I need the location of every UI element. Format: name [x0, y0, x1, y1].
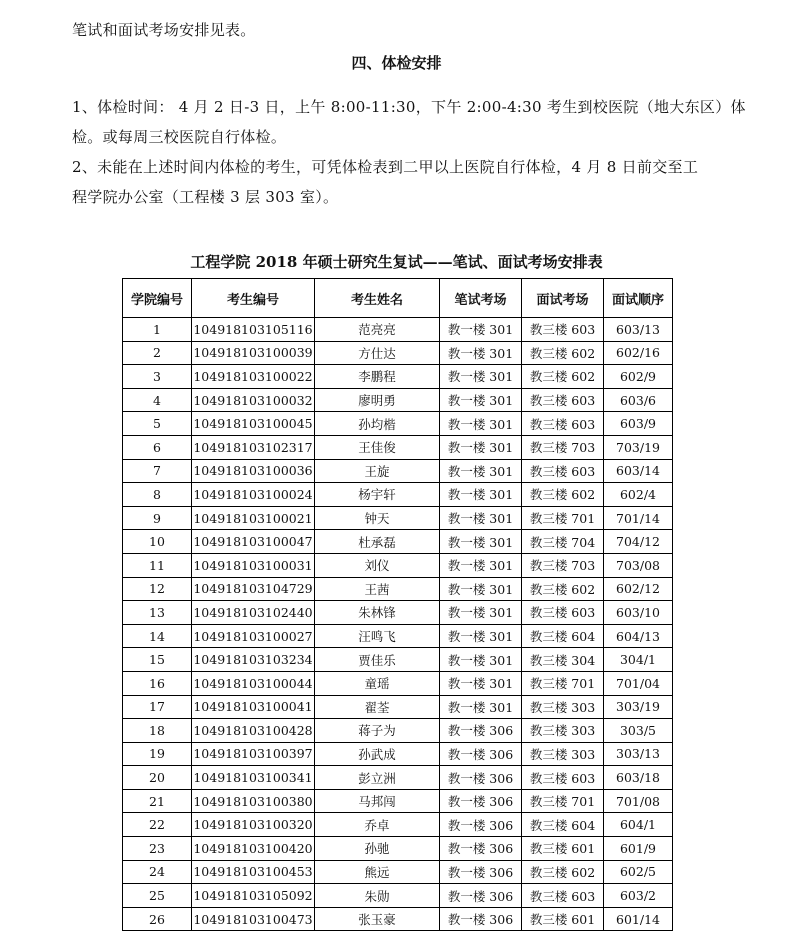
written-exam-room-cell: 教一楼 301: [440, 695, 522, 719]
candidate-name-cell: 朱勋: [315, 884, 440, 908]
interview-room-cell: 教三楼 603: [522, 412, 604, 436]
table-row: [123, 459, 673, 483]
interview-room-cell: 教三楼 602: [522, 341, 604, 365]
candidate-name-cell: 王茜: [315, 577, 440, 601]
college-number-cell: 19: [123, 742, 192, 766]
written-exam-room-cell: 教一楼 301: [440, 577, 522, 601]
candidate-number-cell: 104918103100397: [192, 742, 315, 766]
candidate-number-cell: 104918103100022: [192, 365, 315, 389]
college-number-cell: 8: [123, 483, 192, 507]
interview-room-cell: 教三楼 703: [522, 553, 604, 577]
candidate-number-cell: 104918103105092: [192, 884, 315, 908]
interview-room-cell: 教三楼 603: [522, 318, 604, 342]
header-interview-room: 面试考场: [522, 279, 604, 318]
interview-room-cell: 教三楼 604: [522, 624, 604, 648]
interview-order-cell: 601/9: [604, 837, 673, 861]
table-row: [123, 553, 673, 577]
interview-order-cell: 701/14: [604, 506, 673, 530]
candidate-name-cell: 孙均楷: [315, 412, 440, 436]
interview-order-cell: 603/14: [604, 459, 673, 483]
candidate-name-cell: 杜承磊: [315, 530, 440, 554]
candidate-number-cell: 104918103100380: [192, 789, 315, 813]
interview-order-cell: 603/9: [604, 412, 673, 436]
college-number-cell: 13: [123, 601, 192, 625]
table-row: [123, 601, 673, 625]
candidate-number-cell: 104918103100428: [192, 719, 315, 743]
candidate-name-cell: 杨宇轩: [315, 483, 440, 507]
interview-room-cell: 教三楼 601: [522, 907, 604, 931]
interview-room-cell: 教三楼 304: [522, 648, 604, 672]
interview-room-cell: 教三楼 703: [522, 435, 604, 459]
table-row: [123, 813, 673, 837]
interview-order-cell: 603/18: [604, 766, 673, 790]
table-row: [123, 742, 673, 766]
table-row: [123, 719, 673, 743]
college-number-cell: 10: [123, 530, 192, 554]
candidate-name-cell: 张玉豪: [315, 907, 440, 931]
written-exam-room-cell: 教一楼 306: [440, 789, 522, 813]
college-number-cell: 20: [123, 766, 192, 790]
candidate-number-cell: 104918103100041: [192, 695, 315, 719]
candidate-number-cell: 104918103100420: [192, 837, 315, 861]
section-heading: 四、体检安排: [351, 54, 442, 72]
paragraph-2-line-2: 程学院办公室（工程楼 3 层 303 室）。: [72, 188, 339, 206]
candidate-number-cell: 104918103100024: [192, 483, 315, 507]
written-exam-room-cell: 教一楼 306: [440, 860, 522, 884]
candidate-number-cell: 104918103100473: [192, 907, 315, 931]
candidate-name-cell: 汪鸣飞: [315, 624, 440, 648]
written-exam-room-cell: 教一楼 301: [440, 624, 522, 648]
candidate-number-cell: 104918103100341: [192, 766, 315, 790]
table-title: 工程学院 2018 年硕士研究生复试——笔试、面试考场安排表: [190, 253, 603, 271]
college-number-cell: 11: [123, 553, 192, 577]
interview-order-cell: 603/2: [604, 884, 673, 908]
candidate-name-cell: 王旋: [315, 459, 440, 483]
table-row: [123, 506, 673, 530]
interview-room-cell: 教三楼 603: [522, 388, 604, 412]
candidate-name-cell: 王佳俊: [315, 435, 440, 459]
candidate-name-cell: 孙驰: [315, 837, 440, 861]
interview-room-cell: 教三楼 303: [522, 719, 604, 743]
written-exam-room-cell: 教一楼 301: [440, 435, 522, 459]
written-exam-room-cell: 教一楼 306: [440, 884, 522, 908]
candidate-name-cell: 李鹏程: [315, 365, 440, 389]
table-row: [123, 907, 673, 931]
interview-room-cell: 教三楼 604: [522, 813, 604, 837]
written-exam-room-cell: 教一楼 301: [440, 365, 522, 389]
table-row: [123, 837, 673, 861]
written-exam-room-cell: 教一楼 301: [440, 318, 522, 342]
written-exam-room-cell: 教一楼 306: [440, 907, 522, 931]
candidate-number-cell: 104918103100039: [192, 341, 315, 365]
interview-room-cell: 教三楼 603: [522, 459, 604, 483]
college-number-cell: 15: [123, 648, 192, 672]
candidate-name-cell: 廖明勇: [315, 388, 440, 412]
written-exam-room-cell: 教一楼 301: [440, 530, 522, 554]
table-row: [123, 789, 673, 813]
college-number-cell: 16: [123, 671, 192, 695]
table-row: [123, 365, 673, 389]
candidate-number-cell: 104918103100045: [192, 412, 315, 436]
candidate-name-cell: 翟荃: [315, 695, 440, 719]
interview-room-cell: 教三楼 303: [522, 742, 604, 766]
interview-order-cell: 602/9: [604, 365, 673, 389]
candidate-number-cell: 104918103100044: [192, 671, 315, 695]
candidate-name-cell: 钟天: [315, 506, 440, 530]
candidate-number-cell: 104918103100031: [192, 553, 315, 577]
header-written-exam-room: 笔试考场: [440, 279, 522, 318]
table-row: [123, 577, 673, 601]
interview-room-cell: 教三楼 603: [522, 601, 604, 625]
interview-order-cell: 603/6: [604, 388, 673, 412]
table-row: [123, 860, 673, 884]
written-exam-room-cell: 教一楼 306: [440, 813, 522, 837]
intro-line: 笔试和面试考场安排见表。: [72, 21, 256, 39]
college-number-cell: 24: [123, 860, 192, 884]
candidate-number-cell: 104918103100453: [192, 860, 315, 884]
interview-order-cell: 603/13: [604, 318, 673, 342]
college-number-cell: 23: [123, 837, 192, 861]
college-number-cell: 21: [123, 789, 192, 813]
written-exam-room-cell: 教一楼 306: [440, 837, 522, 861]
interview-order-cell: 303/13: [604, 742, 673, 766]
interview-room-cell: 教三楼 602: [522, 365, 604, 389]
written-exam-room-cell: 教一楼 301: [440, 412, 522, 436]
candidate-number-cell: 104918103105116: [192, 318, 315, 342]
written-exam-room-cell: 教一楼 306: [440, 742, 522, 766]
interview-room-cell: 教三楼 602: [522, 483, 604, 507]
written-exam-room-cell: 教一楼 301: [440, 601, 522, 625]
candidate-number-cell: 104918103100032: [192, 388, 315, 412]
table-row: [123, 341, 673, 365]
candidate-number-cell: 104918103100021: [192, 506, 315, 530]
candidate-name-cell: 熊远: [315, 860, 440, 884]
candidate-name-cell: 孙武成: [315, 742, 440, 766]
college-number-cell: 3: [123, 365, 192, 389]
candidate-number-cell: 104918103103234: [192, 648, 315, 672]
candidate-number-cell: 104918103100320: [192, 813, 315, 837]
written-exam-room-cell: 教一楼 301: [440, 341, 522, 365]
candidate-name-cell: 朱林锋: [315, 601, 440, 625]
written-exam-room-cell: 教一楼 301: [440, 506, 522, 530]
candidate-name-cell: 彭立洲: [315, 766, 440, 790]
written-exam-room-cell: 教一楼 301: [440, 388, 522, 412]
written-exam-room-cell: 教一楼 301: [440, 483, 522, 507]
college-number-cell: 17: [123, 695, 192, 719]
header-interview-order: 面试顺序: [604, 279, 673, 318]
table-header-row: [123, 279, 673, 318]
exam-schedule-table: [122, 278, 673, 931]
written-exam-room-cell: 教一楼 301: [440, 671, 522, 695]
interview-order-cell: 604/1: [604, 813, 673, 837]
written-exam-room-cell: 教一楼 301: [440, 648, 522, 672]
interview-order-cell: 602/5: [604, 860, 673, 884]
table-row: [123, 695, 673, 719]
candidate-number-cell: 104918103102317: [192, 435, 315, 459]
candidate-number-cell: 104918103100047: [192, 530, 315, 554]
paragraph-1-line-2: 检。或每周三校医院自行体检。: [72, 128, 287, 146]
table-row: [123, 318, 673, 342]
table-row: [123, 483, 673, 507]
college-number-cell: 18: [123, 719, 192, 743]
college-number-cell: 26: [123, 907, 192, 931]
interview-room-cell: 教三楼 701: [522, 671, 604, 695]
interview-room-cell: 教三楼 603: [522, 884, 604, 908]
written-exam-room-cell: 教一楼 301: [440, 459, 522, 483]
candidate-name-cell: 蒋子为: [315, 719, 440, 743]
table-row: [123, 884, 673, 908]
interview-room-cell: 教三楼 704: [522, 530, 604, 554]
college-number-cell: 22: [123, 813, 192, 837]
table-row: [123, 435, 673, 459]
interview-room-cell: 教三楼 701: [522, 506, 604, 530]
candidate-name-cell: 方仕达: [315, 341, 440, 365]
interview-order-cell: 602/4: [604, 483, 673, 507]
college-number-cell: 12: [123, 577, 192, 601]
interview-order-cell: 602/12: [604, 577, 673, 601]
table-row: [123, 530, 673, 554]
candidate-name-cell: 范亮亮: [315, 318, 440, 342]
table-row: [123, 648, 673, 672]
table-row: [123, 766, 673, 790]
candidate-number-cell: 104918103102440: [192, 601, 315, 625]
interview-order-cell: 703/19: [604, 435, 673, 459]
interview-room-cell: 教三楼 603: [522, 766, 604, 790]
header-candidate-name: 考生姓名: [315, 279, 440, 318]
interview-room-cell: 教三楼 601: [522, 837, 604, 861]
candidate-number-cell: 104918103100036: [192, 459, 315, 483]
candidate-name-cell: 乔卓: [315, 813, 440, 837]
interview-order-cell: 304/1: [604, 648, 673, 672]
interview-order-cell: 604/13: [604, 624, 673, 648]
header-college-number: 学院编号: [123, 279, 192, 318]
college-number-cell: 25: [123, 884, 192, 908]
table-row: [123, 624, 673, 648]
interview-order-cell: 602/16: [604, 341, 673, 365]
interview-order-cell: 601/14: [604, 907, 673, 931]
table-body: [123, 318, 673, 931]
interview-order-cell: 303/5: [604, 719, 673, 743]
interview-order-cell: 303/19: [604, 695, 673, 719]
candidate-number-cell: 104918103100027: [192, 624, 315, 648]
college-number-cell: 1: [123, 318, 192, 342]
candidate-name-cell: 童瑶: [315, 671, 440, 695]
college-number-cell: 4: [123, 388, 192, 412]
college-number-cell: 2: [123, 341, 192, 365]
paragraph-1-line-1: 1、体检时间： 4 月 2 日-3 日，上午 8:00-11:30，下午 2:00-4:30 考生到校医院（地大东区）体: [72, 98, 746, 116]
interview-order-cell: 701/04: [604, 671, 673, 695]
college-number-cell: 7: [123, 459, 192, 483]
candidate-name-cell: 刘仪: [315, 553, 440, 577]
college-number-cell: 6: [123, 435, 192, 459]
candidate-name-cell: 贾佳乐: [315, 648, 440, 672]
written-exam-room-cell: 教一楼 306: [440, 766, 522, 790]
interview-order-cell: 703/08: [604, 553, 673, 577]
written-exam-room-cell: 教一楼 306: [440, 719, 522, 743]
college-number-cell: 5: [123, 412, 192, 436]
interview-room-cell: 教三楼 602: [522, 860, 604, 884]
table-row: [123, 388, 673, 412]
paragraph-2-line-1: 2、未能在上述时间内体检的考生，可凭体检表到二甲以上医院自行体检，4 月 8 日前交至工: [72, 158, 699, 176]
interview-order-cell: 701/08: [604, 789, 673, 813]
interview-room-cell: 教三楼 701: [522, 789, 604, 813]
college-number-cell: 14: [123, 624, 192, 648]
table-row: [123, 412, 673, 436]
candidate-name-cell: 马邦闯: [315, 789, 440, 813]
interview-order-cell: 704/12: [604, 530, 673, 554]
header-candidate-number: 考生编号: [192, 279, 315, 318]
interview-room-cell: 教三楼 602: [522, 577, 604, 601]
table-row: [123, 671, 673, 695]
candidate-number-cell: 104918103104729: [192, 577, 315, 601]
interview-order-cell: 603/10: [604, 601, 673, 625]
interview-room-cell: 教三楼 303: [522, 695, 604, 719]
college-number-cell: 9: [123, 506, 192, 530]
written-exam-room-cell: 教一楼 301: [440, 553, 522, 577]
